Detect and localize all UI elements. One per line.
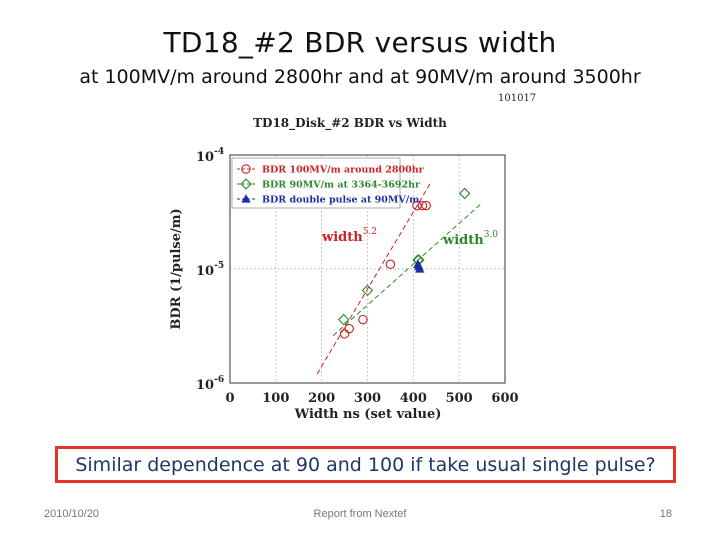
callout-text: Similar dependence at 90 and 100 if take usual single pulse?: [75, 453, 656, 476]
slide-subtitle: at 100MV/m around 2800hr and at 90MV/m around 3500hr: [79, 66, 641, 88]
data-point: [359, 315, 367, 323]
data-point: [460, 188, 470, 198]
chart-stamp: 101017: [498, 93, 537, 104]
slide-title: TD18_#2 BDR versus width: [163, 26, 557, 59]
bdr-chart: [160, 88, 550, 433]
legend-label: BDR 100MV/m around 2800hr: [262, 164, 424, 176]
data-point: [386, 260, 394, 268]
fit-lines: [317, 181, 498, 374]
legend-label: BDR 90MV/m at 3364-3692hr: [262, 179, 420, 191]
data-point: [363, 285, 373, 295]
x-tick-label: 200: [308, 391, 336, 406]
data-point: [340, 330, 348, 338]
x-tick-label: 500: [445, 391, 473, 406]
y-tick-label: $10^{-4}$: [196, 147, 225, 165]
fit-line: [317, 181, 432, 374]
x-tick-label: 0: [225, 391, 235, 406]
y-axis-label: BDR (1/pulse/m): [169, 208, 184, 330]
fit-annotation: width$^{3.0}$: [443, 230, 499, 248]
fit-annotation: width$^{5.2}$: [322, 227, 378, 245]
page-number: 18: [659, 508, 672, 520]
y-tick-label: $10^{-6}$: [196, 375, 225, 393]
x-tick-label: 600: [491, 391, 519, 406]
x-tick-label: 300: [353, 391, 382, 406]
chart-title: TD18_Disk_#2 BDR vs Width: [253, 116, 447, 130]
chart-legend: [232, 158, 425, 208]
data-points: [339, 188, 470, 338]
callout-box: [55, 446, 676, 483]
x-tick-label: 400: [399, 391, 427, 406]
footer-center: Report from Nextef: [313, 508, 407, 520]
footer-date: 2010/10/20: [44, 508, 100, 520]
x-axis-label: Width ns (set value): [294, 407, 442, 422]
data-point: [345, 324, 353, 332]
y-tick-label: $10^{-5}$: [196, 261, 225, 279]
legend-label: BDR double pulse at 90MV/m: [262, 194, 420, 206]
x-tick-label: 100: [262, 391, 290, 406]
